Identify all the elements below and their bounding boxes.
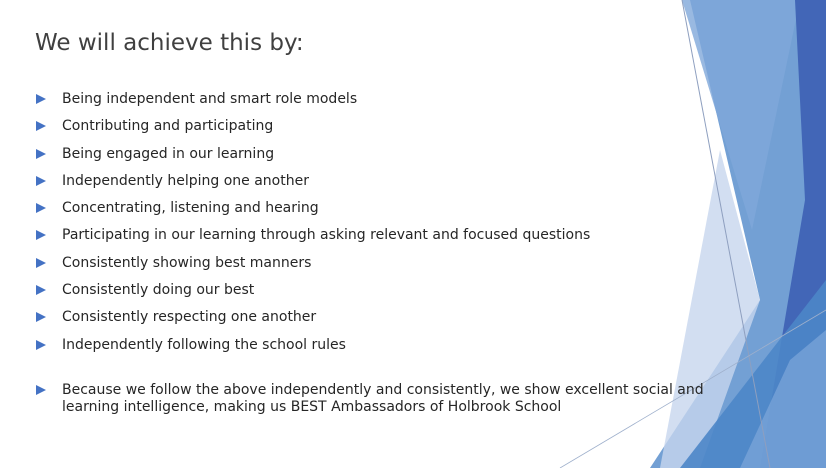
- bullet-arrow-icon: [36, 385, 46, 395]
- bullet-list: [36, 91, 716, 416]
- bullet-text: Being engaged in our learning: [62, 145, 275, 162]
- list-item: [36, 118, 716, 145]
- bullet-text: Consistently doing our best: [62, 282, 255, 299]
- list-item: [36, 200, 716, 227]
- bullet-text: Being independent and smart role models: [62, 91, 358, 107]
- slide-title: We will achieve this by:: [35, 30, 304, 56]
- bullet-arrow-icon: [36, 258, 46, 268]
- bullet-text: Independently helping one another: [62, 172, 309, 189]
- bullet-text: Consistently respecting one another: [62, 309, 317, 326]
- bullet-arrow-icon: [36, 203, 46, 213]
- list-item: [36, 146, 716, 173]
- bullet-text: Consistently showing best manners: [62, 254, 312, 271]
- list-item: [36, 173, 716, 200]
- bullet-text: Participating in our learning through asking relevant and focused questions: [62, 227, 591, 244]
- list-item: [36, 337, 716, 364]
- bullet-arrow-icon: [36, 121, 46, 131]
- list-item: [36, 91, 716, 118]
- bullet-text: Contributing and participating: [62, 118, 274, 135]
- bullet-arrow-icon: [36, 230, 46, 240]
- list-item: [36, 282, 716, 309]
- bullet-arrow-icon: [36, 285, 46, 295]
- list-item: [36, 227, 716, 254]
- bullet-arrow-icon: [36, 340, 46, 350]
- bullet-arrow-icon: [36, 176, 46, 186]
- bullet-arrow-icon: [36, 94, 46, 104]
- list-item: [36, 309, 716, 336]
- bullet-text: Concentrating, listening and hearing: [62, 200, 319, 217]
- bullet-arrow-icon: [36, 312, 46, 322]
- bullet-text: Because we follow the above independently and consistently, we show excellent social and learning intelligence, making us BEST Ambassadors of Holbrook School: [62, 381, 704, 415]
- bullet-arrow-icon: [36, 149, 46, 159]
- bullet-text: Independently following the school rules: [62, 336, 346, 353]
- list-item: [36, 255, 716, 282]
- list-item-final: [36, 382, 716, 416]
